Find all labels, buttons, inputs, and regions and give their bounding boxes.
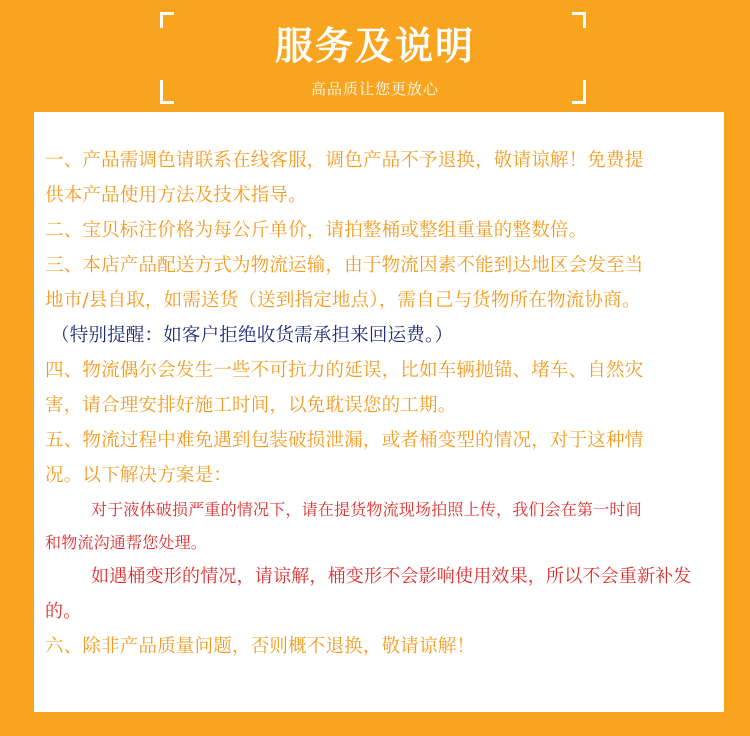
note-line: 供本产品使用方法及技术指导。 (45, 185, 307, 206)
note-item-2 (45, 213, 710, 248)
note-line: 一、产品需调色请联系在线客服，调色产品不予退换，敬请谅解！免费提 (45, 150, 644, 171)
reminder-text: （特别提醒：如客户拒绝收货需承担来回运费。） (51, 325, 454, 346)
note-line: 二、宝贝标注价格为每公斤单价，请拍整桶或整组重量的整数倍。 (45, 220, 588, 241)
solution-line: 如遇桶变形的情况，请谅解，桶变形不会影响使用效果，所以不会重新补发 (91, 566, 692, 587)
page-subtitle: 高品质让您更放心 (310, 80, 439, 98)
note-item-6 (45, 629, 710, 664)
note-item-4 (45, 353, 710, 423)
solution-1 (45, 493, 710, 526)
solution-1-cont (45, 526, 710, 559)
solution-2 (45, 559, 710, 594)
note-item-5 (45, 423, 710, 493)
note-item-3 (45, 248, 710, 318)
note-line: 害，请合理安排好施工时间，以免耽误您的工期。 (45, 395, 457, 416)
service-notes (45, 143, 710, 664)
note-line: 四、物流偶尔会发生一些不可抗力的延误，比如车辆抛锚、堵车、自然灾 (45, 360, 644, 381)
note-item-1 (45, 143, 710, 213)
solution-line: 对于液体破损严重的情况下，请在提货物流现场拍照上传，我们会在第一时间 (91, 500, 642, 519)
solution-line: 和物流沟通帮您处理。 (45, 533, 208, 552)
solution-2-cont (45, 594, 710, 629)
solution-line: 的。 (45, 601, 82, 622)
note-line: 五、物流过程中难免遇到包装破损泄漏，或者桶变型的情况，对于这种情 (45, 430, 644, 451)
page-title: 服务及说明 (274, 24, 475, 68)
special-reminder (45, 318, 710, 353)
note-line: 六、除非产品质量问题，否则概不退换，敬请谅解！ (45, 636, 476, 657)
header-banner (0, 0, 750, 112)
note-line: 三、本店产品配送方式为物流运输，由于物流因素不能到达地区会发至当 (45, 255, 644, 276)
note-line: 地市/县自取，如需送货（送到指定地点），需自己与货物所在物流协商。 (45, 290, 641, 311)
note-line: 况。以下解决方案是： (45, 465, 233, 486)
